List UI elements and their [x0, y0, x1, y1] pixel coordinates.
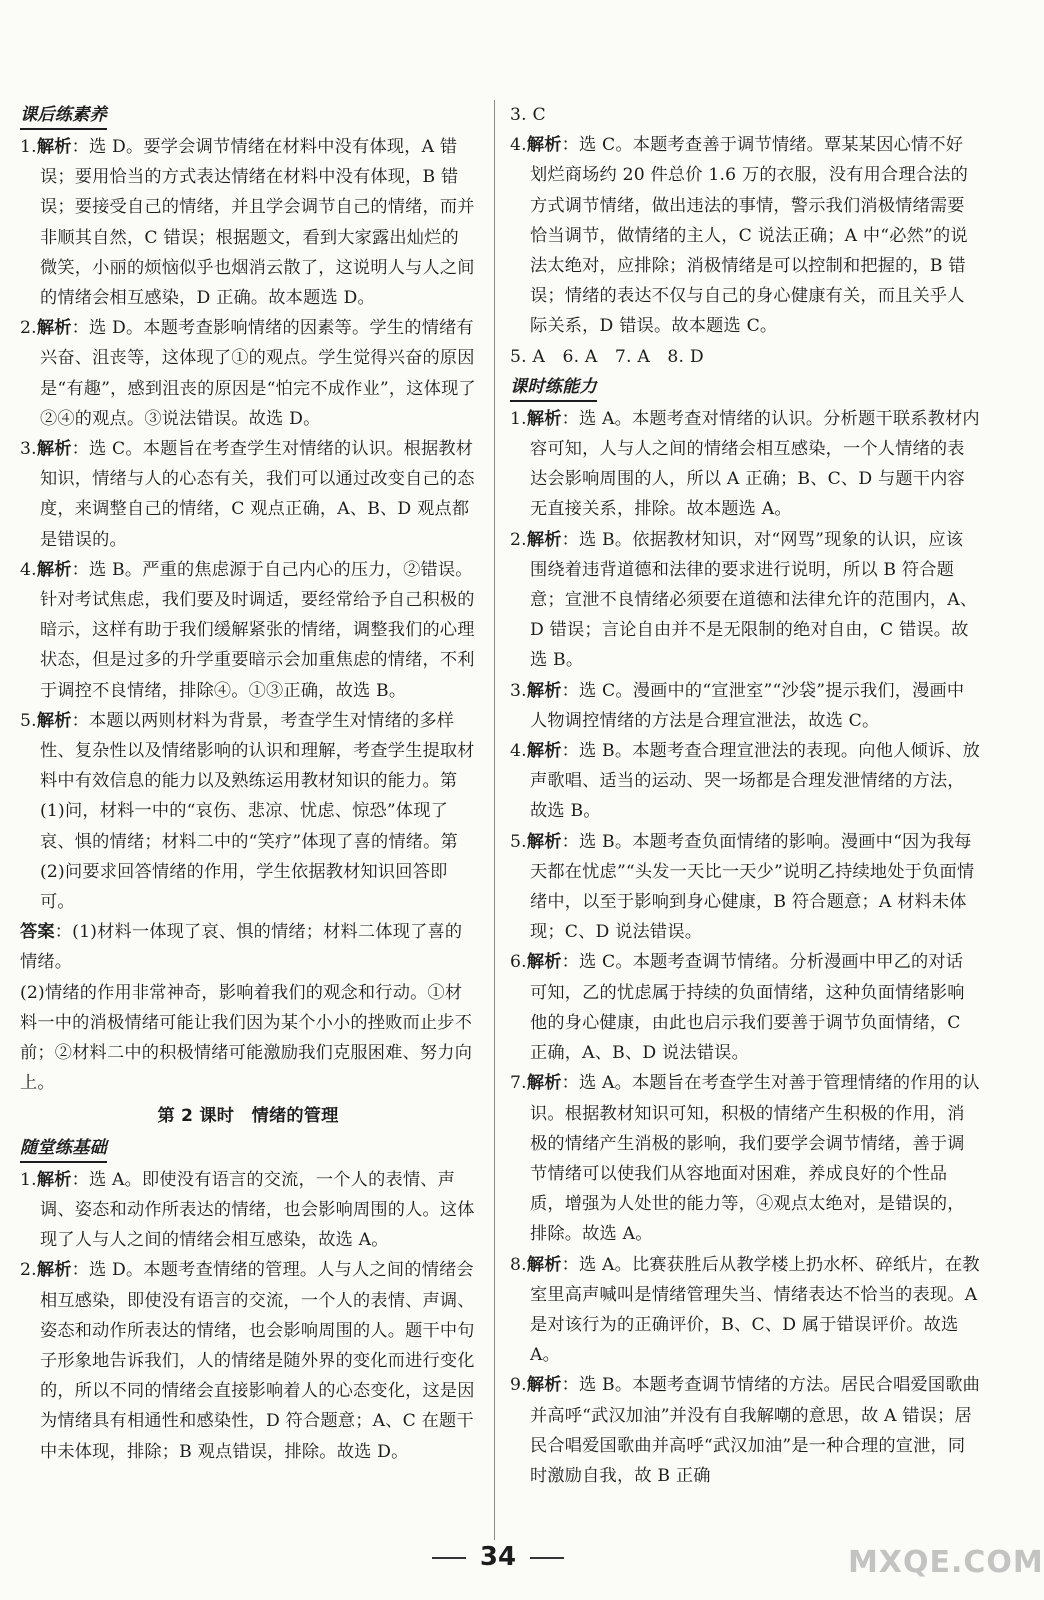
item-text: ：本题以两则材料为背景，考查学生对情绪的多样性、复杂性以及情绪影响的认识和理解，考查学生提取材料中有效信息的能力以及熟练运用教材知识的能力。第(1)问，材料一中的“哀伤、悲凉、忧虑、惊恐”体现了哀、惧的情绪；材料二中的“笑疗”体现了喜的情绪。第(2)问要求回答情绪的作用，学生依据教材知识回答即可。	[40, 710, 475, 913]
item-label: 解析	[526, 1254, 562, 1275]
list-item	[510, 1370, 980, 1491]
item-number: 3.	[20, 439, 37, 460]
item-text: ：选 D。要学会调节情绪在材料中没有体现，A 错误；要用恰当的方式表达情绪在材料中没有体现，B 错误；要接受自己的情绪，并且学会调节自己的情绪，而并非顺其自然，C 错误；根据题文，看到大家露出灿烂的微笑，小丽的烦恼似乎也烟消云散了，这说明人与人之间的情绪会相互感染，D 正确。故本题选 D。	[40, 137, 475, 309]
lesson-title: 第 2 课时 情绪的管理	[157, 1105, 339, 1126]
list-item	[20, 434, 476, 555]
item-number: 3.	[510, 680, 527, 701]
item-text: ：选 B。本题考查负面情绪的影响。漫画中“因为我每天都在忧虑”“头发一天比一天少”说明乙持续地处于负面情绪中，以至于影响到身心健康，B 符合题意；A 材料未体现；C、D 说法错误。	[530, 831, 975, 943]
item-label: 解析	[526, 529, 562, 550]
left-column	[20, 100, 476, 1467]
section-title-ability: 课时练能力	[510, 374, 597, 402]
item-label: 解析	[526, 135, 562, 156]
item-text: ：选 D。本题考查影响情绪的因素等。学生的情绪有兴奋、沮丧等，这体现了①的观点。学生觉得兴奋的原因是“有趣”，感到沮丧的原因是“怕完不成作业”，这体现了②④的观点。③说法错误。故选 D。	[40, 318, 476, 429]
answer-paragraph-2: (2)情绪的作用非常神奇，影响着我们的观念和行动。①材料一中的消极情绪可能让我们因为某个小小的挫败而止步不前；②材料二中的积极情绪可能激励我们克服困难、努力向上。	[20, 982, 473, 1094]
item-text: ：选 D。本题考查情绪的管理。人与人之间的情绪会相互感染，即使没有语言的交流，一个人的表情、声调、姿态和动作所表达的情绪，也会影响周围的人。题干中句子形象地告诉我们，人的情绪是随外界的变化而进行变化的，所以不同的情绪会直接影响着人的心态变化，这是因为情绪具有相通性和感染性，D 符合题意；A、C 在题干中未体现，排除；B 观点错误，排除。故选 D。	[40, 1260, 475, 1462]
item-label: 解析	[526, 1375, 562, 1396]
item-number: 6.	[510, 952, 527, 973]
item-number: 2.	[20, 318, 37, 339]
section-title-after-class: 课后练素养	[20, 102, 107, 130]
item-text: ：选 C。本题旨在考查学生对情绪的认识。根据教材知识，情绪与人的心态有关，我们可以通过改变自己的态度，来调整自己的情绪，C 观点正确，A、B、D 观点都是错误的。	[40, 439, 475, 550]
item-number: 4.	[510, 135, 527, 156]
page-footer	[0, 1542, 996, 1572]
item-text: ：选 B。本题考查调节情绪的方法。居民合唱爱国歌曲并高呼“武汉加油”并没有自我解嘲的意思，故 A 错误；居民合唱爱国歌曲并高呼“武汉加油”是一种合理的宣泄，同时激励自我，故 B 正确	[530, 1375, 981, 1486]
section-title-in-class: 随堂练基础	[20, 1135, 107, 1163]
footer-dash-right	[530, 1557, 564, 1559]
item-number: 1.	[20, 137, 37, 157]
item-number: 8.	[510, 1254, 527, 1275]
list-item	[20, 1165, 476, 1256]
list-item	[510, 525, 980, 676]
column-divider	[494, 100, 495, 1540]
list-item	[20, 313, 476, 434]
item-label: 解析	[526, 1073, 562, 1094]
list-item	[510, 736, 980, 827]
section-in-class-items	[20, 1165, 476, 1467]
item-label: 解析	[36, 559, 72, 580]
item-number: 5.	[20, 710, 37, 731]
list-item	[20, 1255, 476, 1466]
item-number: 1.	[510, 408, 527, 429]
item-text: ：选 B。依据教材知识，对“网骂”现象的认识，应该围绕着违背道德和法律的要求进行说明，所以 B 符合题意；宣泄不良情绪必须要在道德和法律允许的范围内，A、D 错误；言论自由并不是无限制的绝对自由，C 错误。故选 B。	[530, 529, 978, 671]
item-label: 解析	[36, 318, 72, 339]
item-number: 4.	[510, 741, 527, 762]
item-number: 4.	[20, 559, 37, 580]
item-text: ：选 A。比赛获胜后从教学楼上扔水杯、碎纸片，在教室里高声喊叫是情绪管理失当、情绪表达不恰当的表现。A 是对该行为的正确评价，B、C、D 属于错误评价。故选 A。	[530, 1254, 980, 1366]
item-number: 2.	[20, 1260, 37, 1281]
list-item	[510, 827, 980, 948]
right-column	[510, 100, 980, 1491]
item-number: 2.	[510, 529, 527, 550]
list-item	[510, 1250, 980, 1371]
item-label: 解析	[36, 1260, 72, 1281]
item-text: ：选 A。即使没有语言的交流，一个人的表情、声调、姿态和动作所表达的情绪，也会影响周围的人。这体现了人与人之间的情绪会相互感染，故选 A。	[40, 1169, 475, 1251]
item-label: 解析	[36, 137, 72, 157]
item-label: 解析	[526, 952, 562, 973]
list-item	[510, 404, 980, 525]
answer-line-5-8: 5. A 6. A 7. A 8. D	[510, 346, 704, 367]
page-number: 34	[479, 1542, 517, 1572]
item-label: 解析	[36, 439, 72, 460]
item-number: 9.	[510, 1375, 527, 1396]
item-text: ：选 B。严重的焦虑源于自己内心的压力，②错误。针对考试焦虑，我们要及时调适，要经常给予自己积极的暗示，这样有助于我们缓解紧张的情绪，调整我们的心理状态，但是过多的升学重要暗示会加重焦虑的情绪，不利于调控不良情绪，排除④。①③正确，故选 B。	[40, 559, 475, 701]
item-text: ：选 C。本题考查调节情绪。分析漫画中甲乙的对话可知，乙的忧虑属于持续的负面情绪，这种负面情绪影响他的身心健康，由此也启示我们要善于调节负面情绪，C 正确，A、B、D 说法错误。	[530, 952, 965, 1064]
section-ability-items	[510, 404, 980, 1491]
list-item	[20, 555, 476, 706]
item-label: 解析	[526, 741, 562, 762]
footer-dash-left	[432, 1557, 466, 1559]
list-item	[510, 1068, 980, 1249]
item-label: 解析	[36, 1169, 72, 1190]
item-text: ：选 A。本题考查对情绪的认识。分析题干联系教材内容可知，人与人之间的情绪会相互感染，一个人情绪的表达会影响周围的人，所以 A 正确；B、C、D 与题干内容无直接关系，排除。故本题选 A。	[530, 408, 980, 520]
list-item	[510, 947, 980, 1068]
answer-text: ：(1)材料一体现了哀、惧的情绪；材料二体现了喜的情绪。	[20, 922, 463, 973]
answer-label: 答案	[20, 922, 55, 943]
item-number: 1.	[20, 1169, 37, 1190]
item-label: 解析	[36, 710, 72, 731]
list-item	[510, 130, 980, 341]
answer-paragraph	[20, 917, 476, 977]
item-text: ：选 C。漫画中的“宣泄室”“沙袋”提示我们，漫画中人物调控情绪的方法是合理宣泄法，故选 C。	[530, 680, 965, 731]
list-item	[20, 132, 476, 313]
item-label: 解析	[526, 408, 562, 429]
item-number: 5.	[510, 831, 527, 852]
item-label: 解析	[526, 831, 562, 852]
watermark-logo: MXQE.COM	[848, 1545, 1044, 1580]
item-number: 7.	[510, 1073, 527, 1094]
item-label: 解析	[526, 680, 562, 701]
item-text: ：选 A。本题旨在考查学生对善于管理情绪的作用的认识。根据教材知识可知，积极的情绪产生积极的作用，消极的情绪产生消极的影响，我们要学会调节情绪，善于调节情绪可以使我们从容地面对困难，养成良好的个性品质，增强为人处世的能力等，④观点太绝对，是错误的，排除。故选 A。	[530, 1073, 980, 1245]
answer-line-3: 3. C	[510, 105, 546, 125]
section-after-class-items	[20, 132, 476, 1099]
item-text: ：选 C。本题考查善于调节情绪。覃某某因心情不好划烂商场约 20 件总价 1.6 万的衣服，没有用合理合法的方式调节情绪，做出违法的事情，警示我们消极情绪需要恰当调节，做情绪的主人，C 说法正确；A 中“必然”的说法太绝对，应排除；消极情绪是可以控制和把握的，B 错误；情绪的表达不仅与自己的身心健康有关，而且关乎人际关系，D 错误。故本题选 C。	[530, 135, 968, 337]
list-item	[20, 706, 476, 917]
item-text: ：选 B。本题考查合理宣泄法的表现。向他人倾诉、放声歌唱、适当的运动、哭一场都是合理发泄情绪的方法，故选 B。	[530, 741, 981, 822]
list-item	[510, 676, 980, 736]
